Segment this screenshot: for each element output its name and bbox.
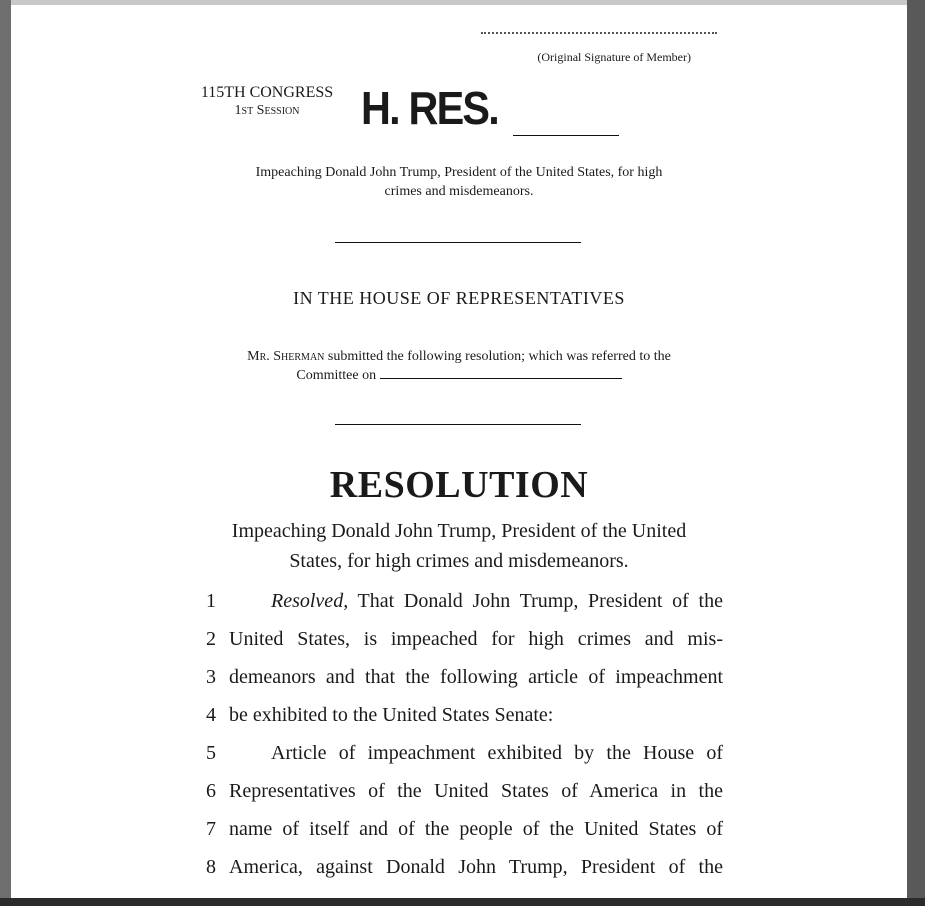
resolved-clause: Resolved, [271,590,349,612]
line-number: 5 [206,742,216,764]
line-text: be exhibited to the United States Senate: [229,704,554,726]
long-title-line: States, for high crimes and misdemeanors. [289,550,629,572]
signature-line [481,32,717,34]
line-number: 2 [206,628,216,650]
session-label: 1st Session [234,103,300,118]
short-title-line: Impeaching Donald John Trump, President of the United States, for high [255,165,663,180]
short-title-line: crimes and misdemeanors. [384,184,534,199]
line-text: demeanors and that the following article of impeachment [229,666,723,688]
bill-line [201,662,731,692]
bill-line [201,586,731,616]
action-line-2 [201,366,717,385]
congress-number: 115TH CONGRESS [200,84,334,101]
committee-label: Committee on [296,368,377,383]
measure-number-blank [513,135,619,136]
action-text [201,347,717,385]
chamber-heading: IN THE HOUSE OF REPRESENTATIVES [293,288,625,308]
measure-designation: H. RES. [361,82,498,134]
congress-session-block [191,84,343,120]
line-text [271,586,723,616]
line-text-body: That Donald John Trump, President of the [348,590,723,612]
signature-label: (Original Signature of Member) [537,50,691,64]
short-title [201,163,717,201]
line-number: 4 [206,704,216,726]
line-text: Representatives of the United States of America in the [229,780,723,802]
bill-line [201,852,731,882]
bill-line [201,814,731,844]
action-description: submitted the following resolution; which was referred to the [327,349,671,364]
line-text: America, against Donald John Trump, President of the [229,856,723,878]
line-text: name of itself and of the people of the United States of [229,818,723,840]
line-number: 3 [206,666,216,688]
sponsor-name: Mr. Sherman [247,349,325,364]
long-title [201,516,717,576]
line-number: 7 [206,818,216,840]
line-text: Article of impeachment exhibited by the House of [271,742,723,764]
committee-blank [380,366,622,379]
line-number: 1 [206,590,216,612]
pdf-page [11,5,907,898]
viewer-left-margin [0,0,11,906]
line-number: 6 [206,780,216,802]
divider-rule [335,424,581,425]
bill-line [201,738,731,768]
long-title-line: Impeaching Donald John Trump, President of the United [231,520,687,542]
divider-rule [335,242,581,243]
vertical-scrollbar[interactable] [907,0,925,906]
bill-line [201,700,731,730]
resolution-heading: RESOLUTION [329,464,589,506]
action-line-1 [201,347,717,366]
bill-line [201,776,731,806]
line-number: 8 [206,856,216,878]
bill-line [201,624,731,654]
line-text: United States, is impeached for high crimes and mis- [229,628,723,650]
viewer-bottom-toolbar [0,898,925,906]
